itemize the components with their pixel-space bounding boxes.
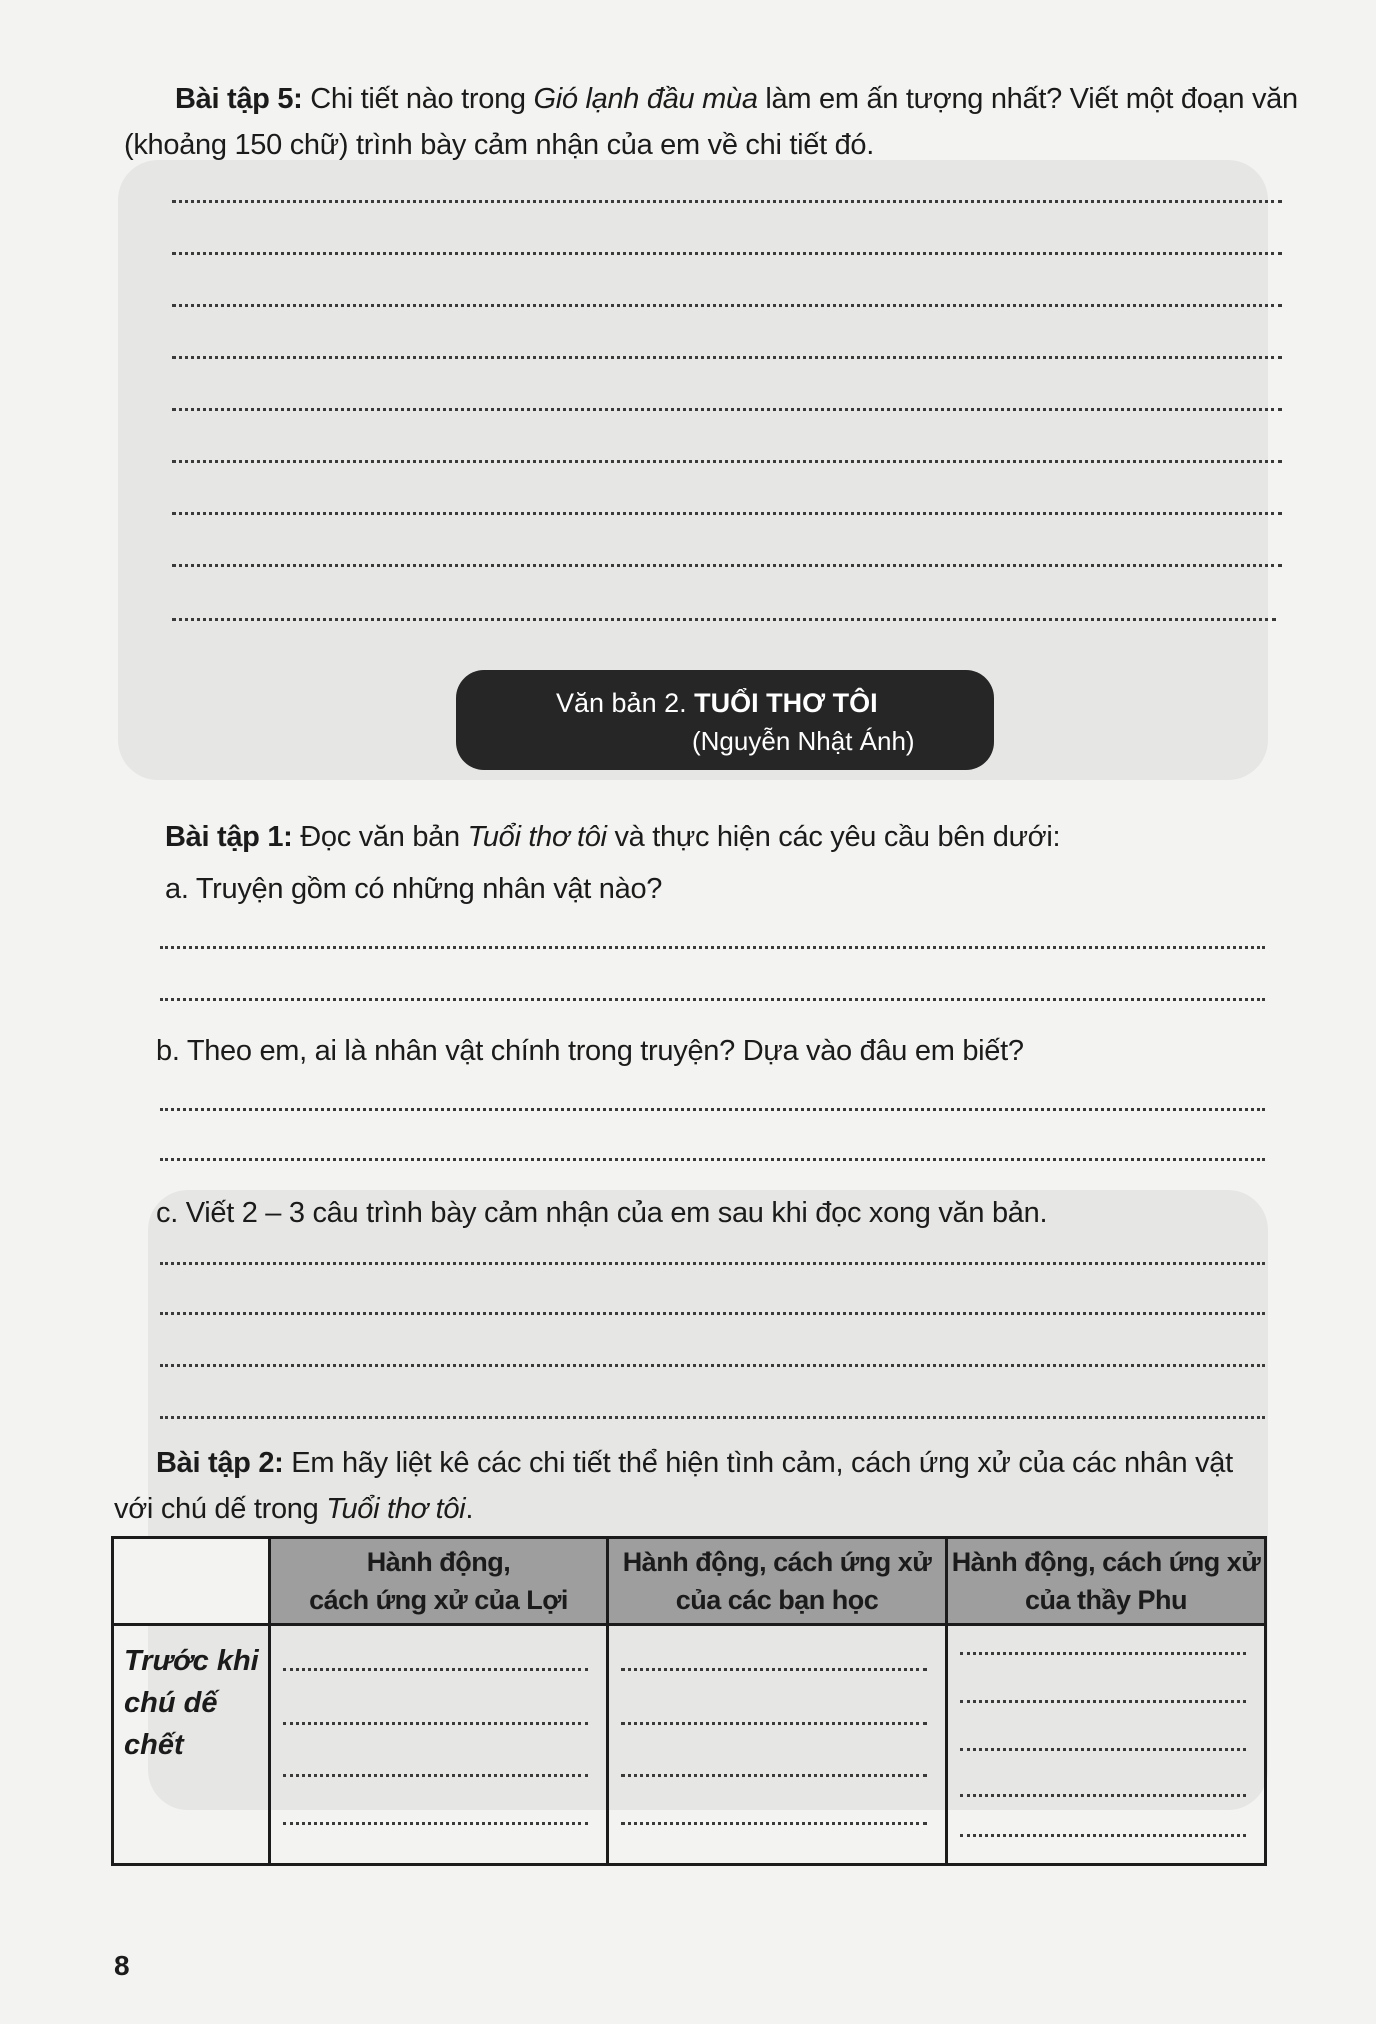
exercise1-instruction: Bài tập 1: Đọc văn bản Tuổi thơ tôi và thực hiện các yêu cầu bên dưới: [165, 821, 1061, 853]
answer-line[interactable] [172, 200, 1282, 203]
answer-line[interactable] [160, 1108, 1265, 1111]
exercise5-label: Bài tập 5: [175, 83, 303, 115]
section-title: TUỔI THƠ TÔI [694, 688, 878, 718]
answer-line[interactable] [172, 304, 1282, 307]
answer-line[interactable] [172, 252, 1282, 255]
table-row [113, 1625, 1266, 1865]
exercise2-table [111, 1536, 1267, 1866]
answer-line[interactable] [172, 460, 1282, 463]
exercise1-label: Bài tập 1: [165, 821, 293, 853]
question-a: a. Truyện gồm có những nhân vật nào? [165, 873, 663, 905]
table-corner-cell [113, 1538, 270, 1625]
question-b: b. Theo em, ai là nhân vật chính trong truyện? Dựa vào đâu em biết? [156, 1035, 1024, 1067]
answer-line[interactable] [160, 998, 1265, 1001]
answer-cell-classmates[interactable] [608, 1625, 947, 1865]
answer-line[interactable] [160, 946, 1265, 949]
answer-line[interactable] [160, 1262, 1265, 1265]
row-label-before-cricket-died: Trước khi chú dế chết [113, 1625, 270, 1865]
section-prefix: Văn bản 2. [556, 688, 695, 718]
table-header-row [113, 1538, 1266, 1625]
answer-line[interactable] [172, 356, 1282, 359]
exercise5-line2: (khoảng 150 chữ) trình bày cảm nhận của em về chi tiết đó. [124, 129, 874, 161]
answer-cell-teacher-phu[interactable] [947, 1625, 1266, 1865]
answer-line[interactable] [160, 1312, 1265, 1315]
exercise1-work-title: Tuổi thơ tôi [467, 821, 607, 853]
page-number: 8 [114, 1950, 130, 1981]
exercise2-line2: với chú dế trong Tuổi thơ tôi. [114, 1493, 474, 1525]
answer-cell-loi[interactable] [270, 1625, 608, 1865]
header-classmates: Hành động, cách ứng xử của các bạn học [608, 1538, 947, 1625]
exercise5-line1: Bài tập 5: Chi tiết nào trong Gió lạnh đầu mùa làm em ấn tượng nhất? Viết một đoạn văn [175, 83, 1298, 115]
answer-line[interactable] [172, 408, 1282, 411]
answer-line[interactable] [172, 512, 1282, 515]
answer-line[interactable] [160, 1416, 1265, 1419]
exercise5-work-title: Gió lạnh đầu mùa [533, 83, 758, 115]
header-loi: Hành động, cách ứng xử của Lợi [270, 1538, 608, 1625]
header-teacher-phu: Hành động, cách ứng xử của thầy Phu [947, 1538, 1266, 1625]
answer-line[interactable] [172, 564, 1282, 567]
question-c: c. Viết 2 – 3 câu trình bày cảm nhận của em sau khi đọc xong văn bản. [156, 1197, 1048, 1229]
section-banner [456, 670, 994, 770]
answer-line[interactable] [172, 618, 1276, 621]
exercise2-work-title: Tuổi thơ tôi [326, 1493, 466, 1525]
answer-line[interactable] [160, 1158, 1265, 1161]
exercise2-line1: Bài tập 2: Em hãy liệt kê các chi tiết thể hiện tình cảm, cách ứng xử của các nhân vật [156, 1447, 1233, 1479]
exercise2-label: Bài tập 2: [156, 1447, 284, 1479]
section-author: (Nguyễn Nhật Ánh) [692, 726, 915, 756]
answer-line[interactable] [160, 1364, 1265, 1367]
